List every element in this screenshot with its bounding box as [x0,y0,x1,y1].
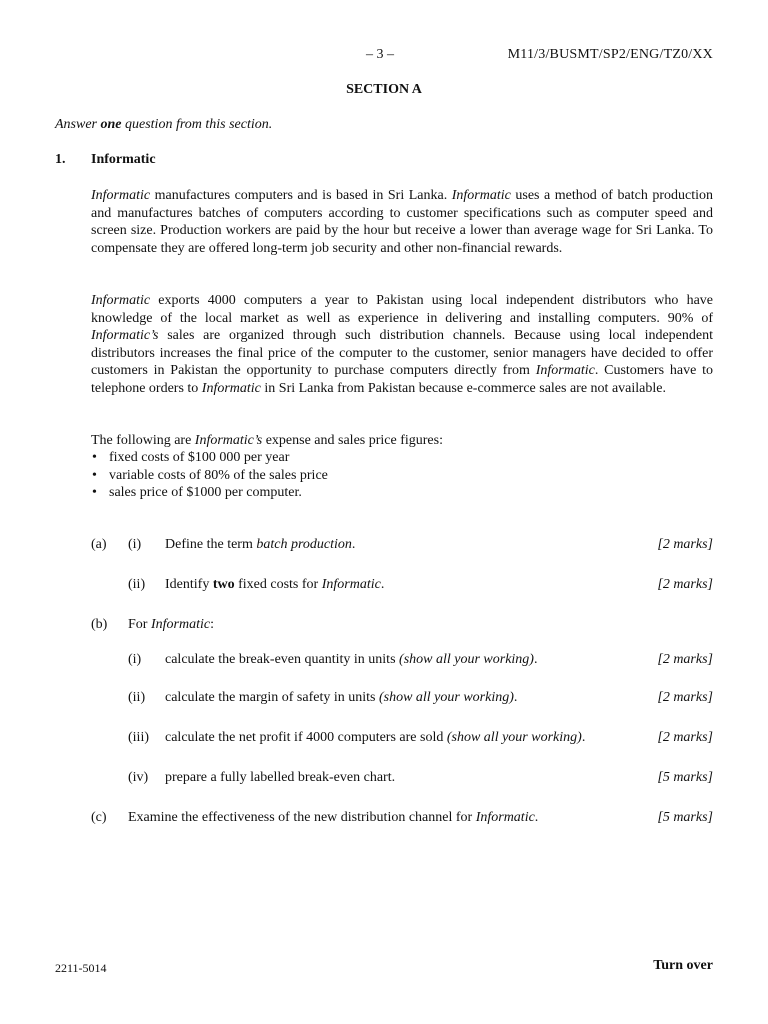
instruction-emphasis: one [100,117,122,132]
question-number: 1. [55,152,66,167]
question-part-b-iii [0,730,768,748]
text-segment: Informatic [321,577,381,592]
text-segment: . [351,537,356,552]
marks: [2 marks] [657,690,713,705]
text-segment: Informatic [475,810,535,825]
text-segment: Identify [165,577,213,592]
text-segment: . [513,690,518,705]
marks: [2 marks] [657,577,713,592]
text-run: . Customers have to telephone orders to [91,363,713,396]
list-item: • sales price of $1000 per computer. [91,484,328,502]
text-segment: . [534,810,539,825]
question-part-c [0,810,768,828]
instruction [55,117,272,133]
question-part-a-i [0,537,768,555]
subpart-text [165,730,585,746]
text-segment: (show all your working) [399,652,534,667]
turn-over-label: Turn over [653,958,713,973]
subpart-text [165,690,517,706]
part-label: (c) [91,810,107,825]
case-paragraph-2 [91,292,713,398]
text-segment: two [212,577,235,592]
text-run: exports 4000 computers a year to Pakistan using local independent distributors who have knowledge of the local market as well as experience in delivering and installing computers. 90% of [91,293,713,326]
subpart-text: prepare a fully labelled break-even chart. [165,770,396,785]
subpart-text [165,577,384,593]
text-segment: calculate the break-even quantity in units [165,652,400,667]
marks: [2 marks] [657,537,713,552]
list-item: • fixed costs of $100 000 per year [91,449,328,467]
text-segment: For [128,617,151,632]
text-run: Informatic [91,293,151,308]
text-segment: . [380,577,385,592]
text-run: in Sri Lanka from Pakistan because e-commerce sales are not available. [260,380,666,396]
question-part-b-i [0,652,768,670]
text-segment: (show all your working) [378,690,514,705]
case-paragraph-1 [91,187,713,257]
part-text [128,810,538,826]
text-run: The following are [91,433,195,448]
subpart-label: (i) [128,652,142,667]
subpart-label: (iii) [128,730,149,745]
text-segment: . [581,730,586,745]
part-label: (a) [91,537,107,552]
text-run: sales are organized through such distribution channels. Because using local independent distributors increases the final price of the computer to the customer, senior managers have decided to offer customers in Pakistan the opportunity to purchase computers directly from [91,328,713,379]
question-part-b [0,617,768,635]
instruction-pre: Answer [55,117,101,132]
footer-code: 2211-5014 [55,961,107,975]
marks: [2 marks] [657,730,713,745]
text-run: Informatic [91,188,151,203]
text-run: Informatic [535,363,595,379]
text-run: Informatic [451,188,511,203]
section-title: SECTION A [346,82,422,97]
question-title: Informatic [91,152,156,167]
marks: [5 marks] [657,770,713,785]
text-segment: batch production [256,537,352,552]
text-run: Informatic [201,380,261,396]
subpart-label: (ii) [128,577,146,592]
text-run: Informatic’s [91,328,159,344]
paper-code: M11/3/BUSMT/SP2/ENG/TZ0/XX [507,47,713,62]
question-part-b-iv [0,770,768,788]
page-number: – 3 – [366,47,394,62]
text-segment: calculate the margin of safety in units [165,690,379,705]
text-run: manufactures computers and is based in Sri Lanka. [150,188,452,203]
part-intro [128,617,214,633]
subpart-label: (iv) [128,770,149,785]
text-segment: : [210,617,214,632]
figures-intro [91,432,713,450]
text-run: expense and sales price figures: [262,433,443,448]
part-label: (b) [91,617,108,632]
text-segment: Informatic [150,617,211,632]
figures-list [91,449,328,502]
question-part-a-ii [0,577,768,595]
text-segment: calculate the net profit if 4000 computers are sold [165,730,447,745]
text-segment: (show all your working) [446,730,582,745]
instruction-post: question from this section. [121,117,273,132]
marks: [5 marks] [657,810,713,825]
text-segment: Define the term [165,537,257,552]
text-segment: fixed costs for [234,577,322,592]
subpart-label: (i) [128,537,142,552]
text-segment: Examine the effectiveness of the new distribution channel for [128,810,476,825]
question-part-b-ii [0,690,768,708]
text-run: Informatic’s [194,433,263,448]
subpart-text [165,652,537,668]
text-segment: . [533,652,538,667]
text-run: uses a method of batch production and manufactures batches of computers according to customer specifications such as computer speed and screen size. Production workers are paid by the hour but receive a lower than average wage for Sri Lanka. To compensate they are offered long-term job security and other non-financial rewards. [91,188,713,256]
subpart-text [165,537,355,553]
subpart-label: (ii) [128,690,146,705]
list-item: • variable costs of 80% of the sales price [91,467,328,485]
marks: [2 marks] [657,652,713,667]
